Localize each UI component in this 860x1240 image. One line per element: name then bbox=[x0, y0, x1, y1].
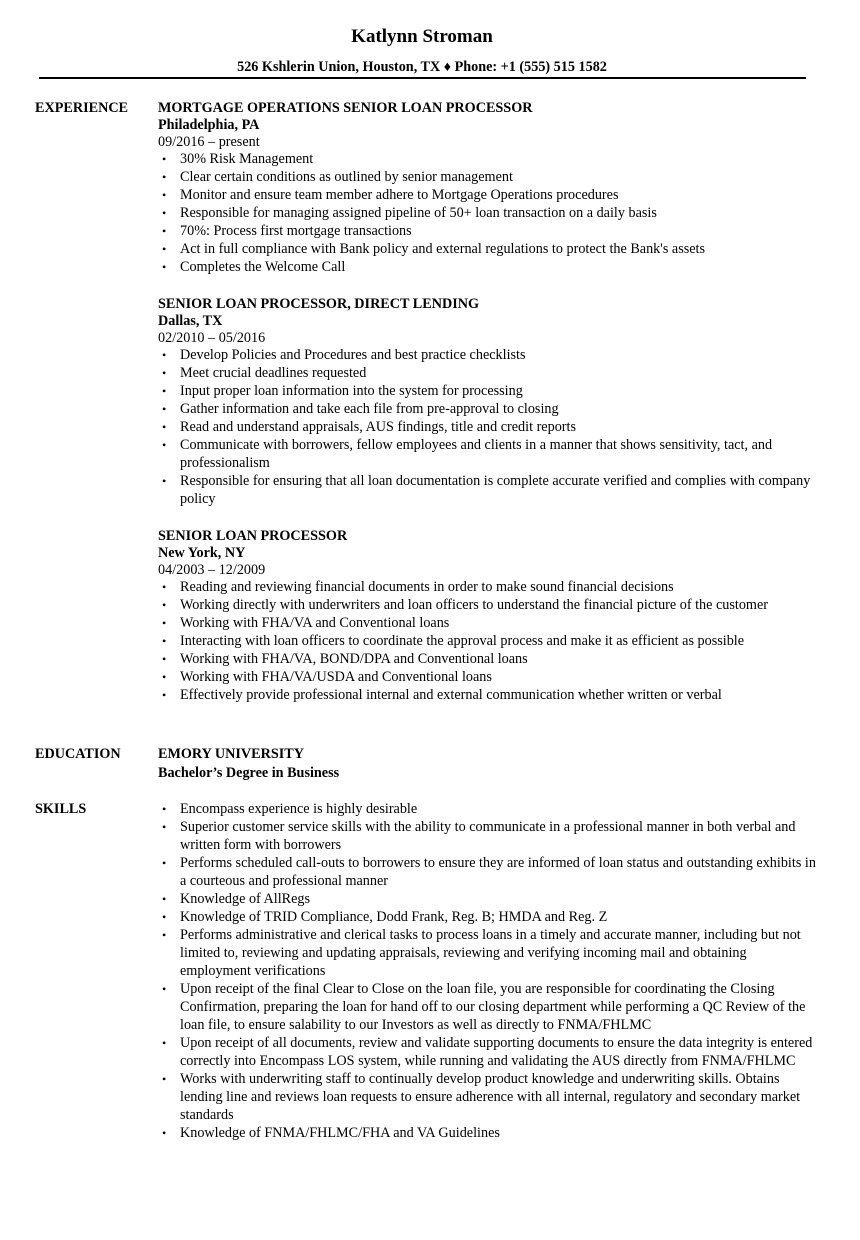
job-entry bbox=[158, 99, 818, 276]
contact-line: 526 Kshlerin Union, Houston, TX ♦ Phone: +1 (555) 515 1582 bbox=[237, 59, 607, 75]
bullet-text: 30% Risk Management bbox=[180, 151, 314, 167]
skill-item bbox=[158, 800, 818, 818]
bullet-item bbox=[158, 346, 818, 364]
bullet-text: Monitor and ensure team member adhere to Mortgage Operations procedures bbox=[180, 187, 619, 203]
bullet-item bbox=[158, 258, 818, 276]
bullet-text: Gather information and take each file from pre-approval to closing bbox=[180, 401, 559, 417]
experience-list bbox=[158, 99, 818, 723]
bullet-item bbox=[158, 364, 818, 382]
bullet-icon: • bbox=[162, 420, 167, 434]
skill-item bbox=[158, 818, 818, 854]
skill-item bbox=[158, 854, 818, 890]
degree-name: Bachelor’s Degree in Business bbox=[158, 765, 340, 781]
job-location: New York, NY bbox=[158, 545, 246, 561]
bullet-text: Meet crucial deadlines requested bbox=[180, 365, 367, 381]
job-bullets bbox=[158, 150, 818, 276]
bullet-item bbox=[158, 632, 818, 650]
bullet-icon: • bbox=[162, 170, 167, 184]
bullet-icon: • bbox=[162, 982, 167, 996]
job-dates: 02/2010 – 05/2016 bbox=[158, 330, 266, 346]
bullet-text: Clear certain conditions as outlined by senior management bbox=[180, 169, 513, 185]
bullet-text: Completes the Welcome Call bbox=[180, 259, 346, 275]
header-divider bbox=[39, 77, 806, 79]
bullet-text: 70%: Process first mortgage transactions bbox=[180, 223, 412, 239]
job-title: SENIOR LOAN PROCESSOR, DIRECT LENDING bbox=[158, 296, 479, 312]
bullet-icon: • bbox=[162, 910, 167, 924]
bullet-item bbox=[158, 186, 818, 204]
bullet-icon: • bbox=[162, 206, 167, 220]
bullet-icon: • bbox=[162, 688, 167, 702]
bullet-icon: • bbox=[162, 652, 167, 666]
bullet-icon: • bbox=[162, 892, 167, 906]
bullet-icon: • bbox=[162, 598, 167, 612]
bullet-icon: • bbox=[162, 820, 167, 834]
skill-text: Upon receipt of all documents, review and validate supporting documents to ensure the data integrity is entered correctly into Encompass LOS system, while running and validating the AUS directly from FNMA/FHLMC bbox=[180, 1035, 813, 1069]
bullet-item bbox=[158, 222, 818, 240]
bullet-text: Working directly with underwriters and loan officers to understand the financial picture of the customer bbox=[180, 597, 768, 613]
bullet-text: Read and understand appraisals, AUS findings, title and credit reports bbox=[180, 419, 576, 435]
bullet-item bbox=[158, 150, 818, 168]
skills-bullets bbox=[158, 800, 818, 1142]
bullet-text: Working with FHA/VA, BOND/DPA and Conventional loans bbox=[180, 651, 528, 667]
job-location: Dallas, TX bbox=[158, 313, 223, 329]
bullet-icon: • bbox=[162, 634, 167, 648]
bullet-icon: • bbox=[162, 384, 167, 398]
skill-text: Performs administrative and clerical tasks to process loans in a timely and accurate manner, including but not limited to, reviewing and updating appraisals, reviewing and verifying incoming mail and obtaining employment verifications bbox=[180, 927, 801, 979]
skill-text: Performs scheduled call-outs to borrowers to ensure they are informed of loan status and outstanding exhibits in a courteous and professional manner bbox=[180, 855, 816, 889]
bullet-text: Working with FHA/VA/USDA and Conventional loans bbox=[180, 669, 492, 685]
bullet-text: Working with FHA/VA and Conventional loans bbox=[180, 615, 450, 631]
bullet-icon: • bbox=[162, 188, 167, 202]
bullet-icon: • bbox=[162, 348, 167, 362]
bullet-icon: • bbox=[162, 670, 167, 684]
bullet-item bbox=[158, 686, 818, 704]
bullet-icon: • bbox=[162, 802, 167, 816]
bullet-icon: • bbox=[162, 1036, 167, 1050]
bullet-text: Responsible for managing assigned pipeline of 50+ loan transaction on a daily basis bbox=[180, 205, 657, 221]
skill-item bbox=[158, 1070, 818, 1124]
skill-text: Works with underwriting staff to continually develop product knowledge and underwriting skills. Obtains lending line and reviews loan requests to ensure adherence with all internal, regulatory and secondary market standards bbox=[180, 1071, 801, 1123]
bullet-text: Act in full compliance with Bank policy and external regulations to protect the Bank's assets bbox=[180, 241, 705, 257]
job-dates: 04/2003 – 12/2009 bbox=[158, 562, 266, 578]
bullet-item bbox=[158, 472, 818, 508]
bullet-item bbox=[158, 418, 818, 436]
skill-item bbox=[158, 908, 818, 926]
education-entry bbox=[158, 745, 818, 782]
skill-text: Superior customer service skills with the ability to communicate in a professional manner in both verbal and written form with borrowers bbox=[180, 819, 796, 853]
job-dates: 09/2016 – present bbox=[158, 134, 260, 150]
bullet-item bbox=[158, 650, 818, 668]
bullet-item bbox=[158, 400, 818, 418]
bullet-icon: • bbox=[162, 580, 167, 594]
bullet-text: Develop Policies and Procedures and best practice checklists bbox=[180, 347, 526, 363]
skill-item bbox=[158, 1124, 818, 1142]
skill-text: Knowledge of FNMA/FHLMC/FHA and VA Guidelines bbox=[180, 1125, 500, 1141]
bullet-icon: • bbox=[162, 1126, 167, 1140]
school-name: EMORY UNIVERSITY bbox=[158, 746, 304, 762]
bullet-item bbox=[158, 596, 818, 614]
bullet-icon: • bbox=[162, 260, 167, 274]
bullet-icon: • bbox=[162, 474, 167, 488]
bullet-icon: • bbox=[162, 616, 167, 630]
job-entry bbox=[158, 527, 818, 704]
job-title: MORTGAGE OPERATIONS SENIOR LOAN PROCESSOR bbox=[158, 100, 533, 116]
bullet-text: Input proper loan information into the system for processing bbox=[180, 383, 523, 399]
skills-list bbox=[158, 800, 818, 1142]
bullet-item bbox=[158, 382, 818, 400]
bullet-text: Effectively provide professional internal and external communication whether written or verbal bbox=[180, 687, 722, 703]
bullet-icon: • bbox=[162, 438, 167, 452]
skill-item bbox=[158, 1034, 818, 1070]
bullet-item bbox=[158, 668, 818, 686]
bullet-icon: • bbox=[162, 928, 167, 942]
bullet-item bbox=[158, 240, 818, 258]
job-title: SENIOR LOAN PROCESSOR bbox=[158, 528, 348, 544]
skill-text: Upon receipt of the final Clear to Close on the loan file, you are responsible for coordinating the Closing Confirmation, preparing the loan for hand off to our closing department while performing a QC Review of the loan file, to ensure salability to our Investors as well as directly to FNMA/FHLMC bbox=[180, 981, 806, 1033]
section-label-education: EDUCATION bbox=[35, 746, 121, 762]
bullet-icon: • bbox=[162, 402, 167, 416]
skill-text: Knowledge of AllRegs bbox=[180, 891, 311, 907]
bullet-icon: • bbox=[162, 242, 167, 256]
job-location: Philadelphia, PA bbox=[158, 117, 260, 133]
skill-item bbox=[158, 926, 818, 980]
bullet-item bbox=[158, 614, 818, 632]
skill-item bbox=[158, 890, 818, 908]
bullet-item bbox=[158, 168, 818, 186]
bullet-icon: • bbox=[162, 856, 167, 870]
bullet-icon: • bbox=[162, 1072, 167, 1086]
skill-text: Encompass experience is highly desirable bbox=[180, 801, 418, 817]
skill-item bbox=[158, 980, 818, 1034]
section-label-experience: EXPERIENCE bbox=[35, 100, 129, 116]
bullet-icon: • bbox=[162, 366, 167, 380]
bullet-item bbox=[158, 436, 818, 472]
job-bullets bbox=[158, 346, 818, 508]
bullet-item bbox=[158, 204, 818, 222]
bullet-item bbox=[158, 578, 818, 596]
job-entry bbox=[158, 295, 818, 508]
candidate-name: Katlynn Stroman bbox=[351, 26, 493, 47]
bullet-icon: • bbox=[162, 152, 167, 166]
skill-text: Knowledge of TRID Compliance, Dodd Frank, Reg. B; HMDA and Reg. Z bbox=[180, 909, 608, 925]
section-label-skills: SKILLS bbox=[35, 801, 87, 817]
bullet-icon: • bbox=[162, 224, 167, 238]
bullet-text: Reading and reviewing financial documents in order to make sound financial decisions bbox=[180, 579, 674, 595]
bullet-text: Communicate with borrowers, fellow employees and clients in a manner that shows sensitivity, tact, and professionalism bbox=[180, 437, 773, 471]
bullet-text: Interacting with loan officers to coordinate the approval process and make it as efficient as possible bbox=[180, 633, 745, 649]
bullet-text: Responsible for ensuring that all loan documentation is complete accurate verified and complies with company policy bbox=[180, 473, 811, 507]
job-bullets bbox=[158, 578, 818, 704]
